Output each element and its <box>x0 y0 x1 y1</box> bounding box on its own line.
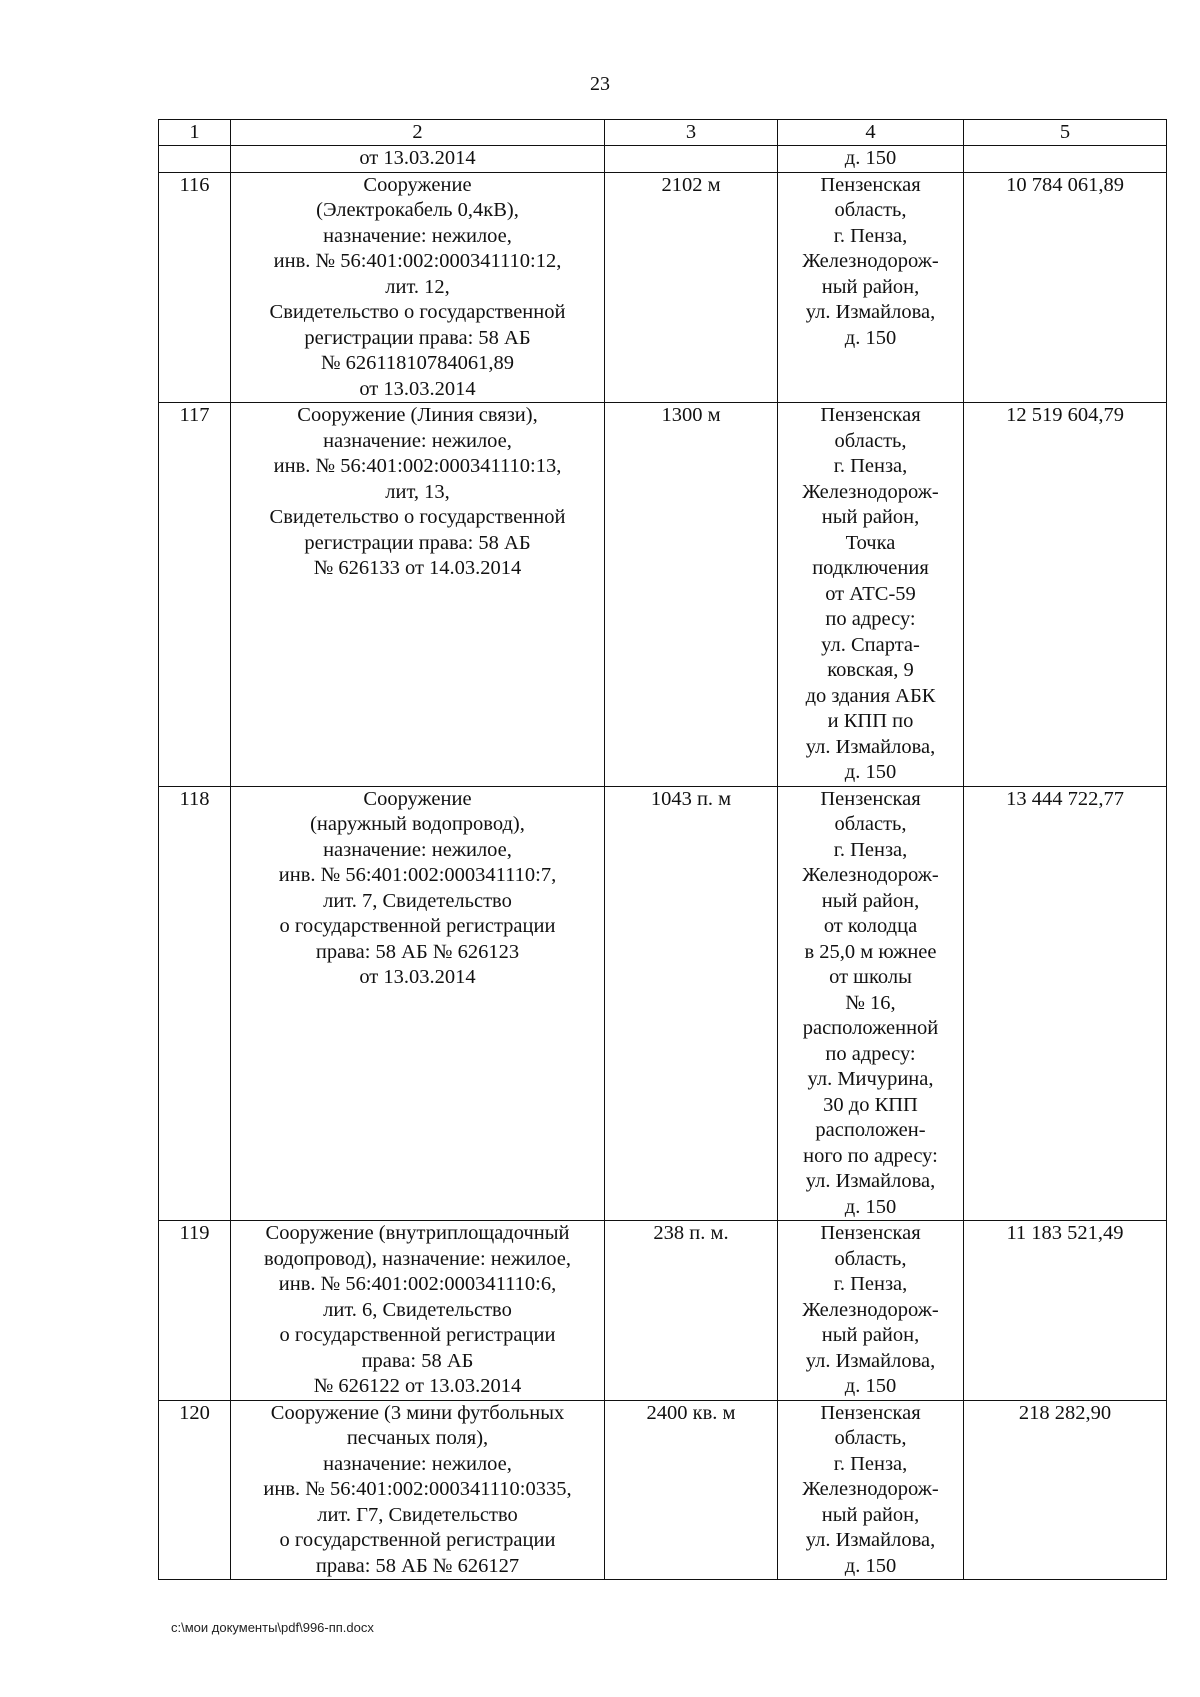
column-header: 4 <box>778 120 964 146</box>
description-line: о государственной регистрации <box>279 1324 556 1346</box>
address-cell <box>778 1400 964 1580</box>
address-line: г. Пенза, <box>833 1273 908 1295</box>
address-line: область, <box>834 1427 907 1449</box>
description-line: лит. 6, Свидетельство <box>323 1298 512 1321</box>
description-line: Сооружение (Линия связи), <box>297 404 538 426</box>
address-line: Точка <box>845 531 896 554</box>
address-line: ул. Измайлова, <box>805 301 936 323</box>
description-line: регистрации права: 58 АБ <box>304 326 531 349</box>
address-line: в 25,0 м южнее <box>804 940 937 963</box>
address-line: д. 150 <box>844 1195 897 1218</box>
description-line: инв. № 56:401:002:000341110:7, <box>278 864 557 886</box>
address-line: область, <box>834 813 907 835</box>
address-line: д. 150 <box>844 1554 897 1577</box>
address-line: д. 150 <box>844 761 897 783</box>
value-cell <box>964 146 1167 173</box>
file-path-footer: c:\мои документы\pdf\996-пп.docx <box>171 1620 374 1635</box>
description-cell <box>231 1400 605 1580</box>
address-line: ковская, 9 <box>827 659 914 681</box>
address-line: д. 150 <box>844 147 897 169</box>
description-line: Сооружение <box>363 787 472 810</box>
description-line: лит, 13, <box>385 480 450 503</box>
address-line: Железнодорож- <box>802 1478 939 1500</box>
description-line: лит. Г7, Свидетельство <box>317 1503 518 1526</box>
address-line: ный район, <box>821 275 920 298</box>
address-line: № 16, <box>845 991 896 1014</box>
description-line: о государственной регистрации <box>279 915 556 937</box>
description-line: от 13.03.2014 <box>359 377 476 400</box>
address-line: по адресу: <box>825 1042 916 1065</box>
table-row <box>159 172 1167 403</box>
quantity-cell: 238 п. м. <box>605 1221 778 1401</box>
address-line: г. Пенза, <box>833 838 908 861</box>
description-line: песчаных поля), <box>346 1427 489 1449</box>
address-line: ный район, <box>821 889 920 912</box>
address-line: ный район, <box>821 506 920 528</box>
table-body <box>159 146 1167 1580</box>
description-line: Сооружение (внутриплощадочный <box>265 1222 570 1244</box>
description-line: № 626133 от 14.03.2014 <box>313 557 522 579</box>
description-line: Сооружение (3 мини футбольных <box>270 1401 565 1424</box>
description-line: права: 58 АБ № 626127 <box>315 1554 520 1577</box>
table-row <box>159 1400 1167 1580</box>
description-line: права: 58 АБ № 626123 <box>315 940 520 963</box>
description-line: регистрации права: 58 АБ <box>304 531 531 554</box>
table-row <box>159 1221 1167 1401</box>
description-line: назначение: нежилое, <box>323 1452 512 1475</box>
page-number: 23 <box>590 73 610 95</box>
description-line: от 13.03.2014 <box>359 147 476 169</box>
address-line: д. 150 <box>844 1375 897 1397</box>
column-header: 5 <box>964 120 1167 146</box>
address-line: Железнодорож- <box>802 1298 939 1321</box>
description-cell <box>231 786 605 1221</box>
value-cell: 13 444 722,77 <box>964 786 1167 1221</box>
description-line: Свидетельство о государственной <box>269 506 566 528</box>
value-cell: 10 784 061,89 <box>964 172 1167 403</box>
table-row <box>159 403 1167 787</box>
table-row <box>159 786 1167 1221</box>
address-line: до здания АБК <box>805 684 936 707</box>
address-line: область, <box>834 429 907 452</box>
description-line: (наружный водопровод), <box>310 813 525 835</box>
description-line: инв. № 56:401:002:000341110:6, <box>278 1273 557 1295</box>
description-line: № 626122 от 13.03.2014 <box>313 1375 522 1397</box>
column-number-header-row <box>159 120 1167 146</box>
description-line: лит. 7, Свидетельство <box>323 889 512 912</box>
column-header: 1 <box>159 120 231 146</box>
description-line: № 62611810784061,89 <box>320 352 515 374</box>
quantity-cell: 2102 м <box>605 172 778 403</box>
description-cell <box>231 403 605 787</box>
description-line: Свидетельство о государственной <box>269 301 566 323</box>
value-cell: 11 183 521,49 <box>964 1221 1167 1401</box>
row-number-cell: 118 <box>159 786 231 1221</box>
address-line: ного по адресу: <box>803 1144 938 1167</box>
address-line: 30 до КПП <box>823 1093 918 1116</box>
description-line: лит. 12, <box>385 275 450 298</box>
address-cell <box>778 403 964 787</box>
row-number-cell: 119 <box>159 1221 231 1401</box>
address-line: Пензенская <box>820 173 921 196</box>
description-line: инв. № 56:401:002:000341110:0335, <box>263 1478 572 1500</box>
address-line: г. Пенза, <box>833 224 908 247</box>
description-line: водопровод), назначение: нежилое, <box>264 1247 571 1270</box>
description-line: от 13.03.2014 <box>359 966 476 988</box>
description-cell <box>231 1221 605 1401</box>
description-cell <box>231 146 605 173</box>
row-number-cell: 117 <box>159 403 231 787</box>
description-line: (Электрокабель 0,4кВ), <box>316 199 519 221</box>
property-table <box>158 119 1167 1580</box>
row-number-cell: 116 <box>159 172 231 403</box>
address-line: Пензенская <box>820 1401 921 1424</box>
quantity-cell <box>605 146 778 173</box>
address-line: по адресу: <box>825 608 916 630</box>
address-line: г. Пенза, <box>833 455 908 477</box>
column-header: 3 <box>605 120 778 146</box>
address-line: ул. Измайлова, <box>805 1170 936 1192</box>
address-line: Пензенская <box>820 1222 921 1244</box>
address-cell <box>778 786 964 1221</box>
address-cell <box>778 172 964 403</box>
quantity-cell: 2400 кв. м <box>605 1400 778 1580</box>
value-cell: 218 282,90 <box>964 1400 1167 1580</box>
address-line: ул. Измайлова, <box>805 735 936 758</box>
description-line: о государственной регистрации <box>279 1529 556 1551</box>
address-line: Железнодорож- <box>802 864 939 886</box>
description-line: назначение: нежилое, <box>323 224 512 247</box>
description-line: Сооружение <box>363 173 472 196</box>
description-cell <box>231 172 605 403</box>
quantity-cell: 1043 п. м <box>605 786 778 1221</box>
address-line: ул. Измайлова, <box>805 1349 936 1372</box>
address-line: подключения <box>812 557 929 579</box>
address-line: д. 150 <box>844 326 897 349</box>
value-cell: 12 519 604,79 <box>964 403 1167 787</box>
address-line: ул. Мичурина, <box>807 1068 934 1090</box>
address-line: Пензенская <box>820 787 921 810</box>
row-number-cell <box>159 146 231 173</box>
address-line: расположен- <box>815 1119 926 1141</box>
address-line: область, <box>834 1247 907 1270</box>
address-line: Пензенская <box>820 404 921 426</box>
description-line: инв. № 56:401:002:000341110:13, <box>273 455 562 477</box>
quantity-cell: 1300 м <box>605 403 778 787</box>
address-cell <box>778 146 964 173</box>
table-row-continuation <box>159 146 1167 173</box>
address-line: расположенной <box>802 1017 939 1039</box>
address-line: Железнодорож- <box>802 480 939 503</box>
column-header: 2 <box>231 120 605 146</box>
description-line: права: 58 АБ <box>361 1349 474 1372</box>
address-line: область, <box>834 199 907 221</box>
row-number-cell: 120 <box>159 1400 231 1580</box>
address-line: ный район, <box>821 1324 920 1346</box>
description-line: назначение: нежилое, <box>323 429 512 452</box>
address-line: Железнодорож- <box>802 250 939 272</box>
description-line: инв. № 56:401:002:000341110:12, <box>273 250 562 272</box>
address-line: от колодца <box>823 915 918 937</box>
address-line: и КПП по <box>827 710 914 732</box>
address-line: от школы <box>829 966 912 988</box>
address-cell <box>778 1221 964 1401</box>
address-line: ул. Спарта- <box>821 633 920 656</box>
address-line: от АТС-59 <box>825 582 916 605</box>
address-line: ный район, <box>821 1503 920 1526</box>
address-line: г. Пенза, <box>833 1452 908 1475</box>
description-line: назначение: нежилое, <box>323 838 512 861</box>
address-line: ул. Измайлова, <box>805 1529 936 1551</box>
